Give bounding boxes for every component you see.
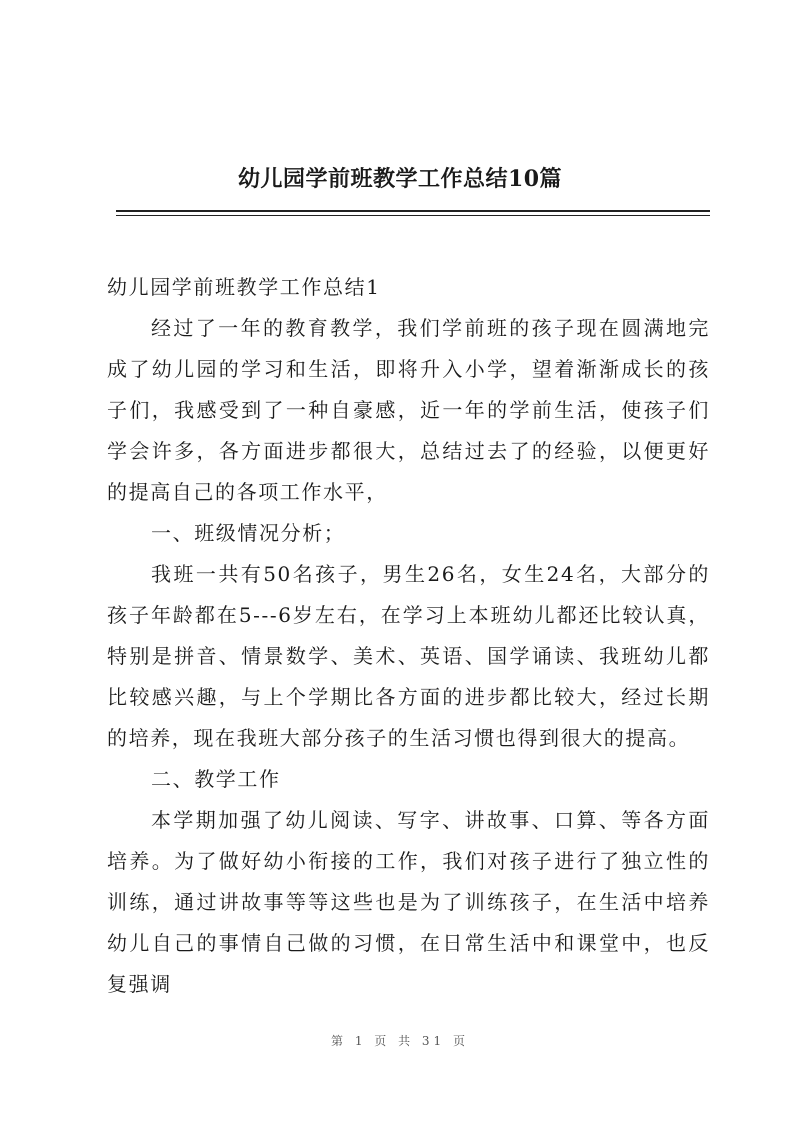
paragraph-intro: 经过了一年的教育教学，我们学前班的孩子现在圆满地完成了幼儿园的学习和生活，即将升入小学，望着渐渐成长的孩子们，我感受到了一种自豪感，近一年的学前生活，使孩子们学会许多，各方面进步都很大，总结过去了的经验，以便更好的提高自己的各项工作水平， bbox=[107, 316, 710, 504]
title-divider-thin bbox=[116, 215, 710, 216]
subheading-class-analysis: 一、班级情况分析； bbox=[151, 521, 346, 545]
section-heading: 幼儿园学前班教学工作总结1 bbox=[107, 275, 381, 299]
document-title: 幼儿园学前班教学工作总结10篇 bbox=[237, 166, 563, 192]
paragraph-class-analysis: 我班一共有50名孩子，男生26名，女生24名，大部分的孩子年龄都在5---6岁左右，在学习上本班幼儿都还比较认真，特别是拼音、情景数学、美术、英语、国学诵读、我班幼儿都比较感兴趣，与上个学期比各方面的进步都比较大，经过长期的培养，现在我班大部分孩子的生活习惯也得到很大的提高。 bbox=[107, 562, 710, 750]
document-body bbox=[107, 267, 710, 1005]
page-number-footer: 第 1 页 共 31 页 bbox=[331, 1034, 469, 1048]
title-divider bbox=[116, 210, 710, 212]
paragraph-teaching-work: 本学期加强了幼儿阅读、写字、讲故事、口算、等各方面培养。为了做好幼小衔接的工作，我们对孩子进行了独立性的训练，通过讲故事等等这些也是为了训练孩子，在生活中培养幼儿自己的事情自己做的习惯，在日常生活中和课堂中，也反复强调 bbox=[107, 808, 710, 996]
subheading-teaching-work: 二、教学工作 bbox=[151, 767, 281, 791]
